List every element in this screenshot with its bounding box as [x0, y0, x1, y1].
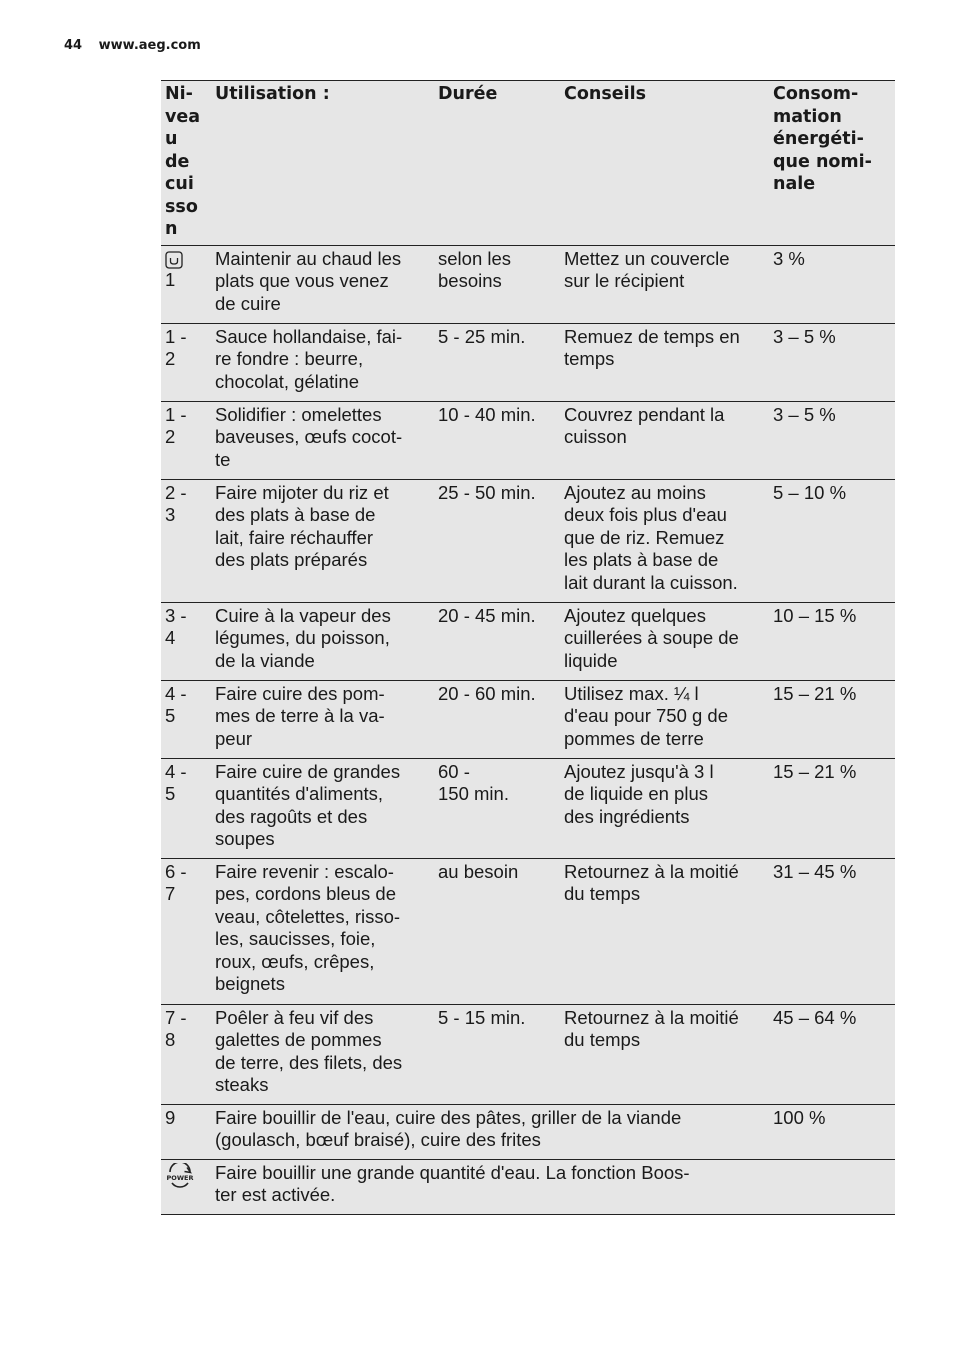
duration-cell: 10 - 40 min. [438, 403, 536, 425]
page-header [64, 38, 201, 53]
header-level: Ni- vea u de cui sso n [165, 84, 201, 239]
level-cell [161, 1159, 211, 1214]
table-header-row [161, 81, 895, 246]
header-duration: Durée [438, 84, 498, 104]
duration-cell: 25 - 50 min. [438, 481, 536, 503]
use-cell: Faire bouillir une grande quantité d'eau. La fonction Boos- ter est activée. [215, 1161, 690, 1205]
table-row [161, 1104, 895, 1159]
header-use: Utilisation : [215, 84, 330, 104]
consumption-cell: 15 – 21 % [773, 682, 857, 704]
tips-cell: Ajoutez au moins deux fois plus d'eau que de riz. Remuez les plats à base de lait durant la cuisson. [564, 481, 738, 593]
level-cell: 9 [165, 1106, 176, 1128]
consumption-cell: 10 – 15 % [773, 604, 857, 626]
table-row [161, 1004, 895, 1104]
consumption-cell: 3 – 5 % [773, 403, 836, 425]
consumption-cell: 15 – 21 % [773, 760, 857, 782]
table-row [161, 479, 895, 602]
duration-cell: 5 - 15 min. [438, 1006, 526, 1028]
duration-cell: 20 - 45 min. [438, 604, 536, 626]
use-cell: Faire bouillir de l'eau, cuire des pâtes, griller de la viande (goulasch, bœuf braisé), cuire des frites [215, 1106, 682, 1150]
tips-cell: Couvrez pendant la cuisson [564, 403, 725, 447]
level-cell: 7 - 8 [165, 1006, 187, 1050]
use-cell: Poêler à feu vif des galettes de pommes de terre, des filets, des steaks [215, 1006, 403, 1095]
level-cell: 6 - 7 [165, 860, 187, 904]
level-cell: 2 - 3 [165, 481, 187, 525]
use-cell: Cuire à la vapeur des légumes, du poisson, de la viande [215, 604, 391, 671]
use-cell: Faire cuire de grandes quantités d'aliments, des ragoûts et des soupes [215, 760, 401, 849]
level-cell: 4 - 5 [165, 682, 187, 726]
table-row [161, 758, 895, 858]
level-cell: 1 - 2 [165, 403, 187, 447]
use-cell: Faire revenir : escalo- pes, cordons bleus de veau, côtelettes, risso- les, saucisses, foie, roux, œufs, crêpes, beignets [215, 860, 401, 994]
consumption-cell: 5 – 10 % [773, 481, 847, 503]
tips-cell: Utilisez max. ¼ l d'eau pour 750 g de pommes de terre [564, 682, 729, 749]
duration-cell: 20 - 60 min. [438, 682, 536, 704]
use-cell: Maintenir au chaud les plats que vous venez de cuire [215, 247, 402, 314]
svg-text:POWER: POWER [166, 1173, 194, 1182]
level-value: 1 [165, 268, 176, 290]
tips-cell: Ajoutez jusqu'à 3 l de liquide en plus des ingrédients [564, 760, 714, 827]
use-cell: Faire cuire des pom- mes de terre à la va- peur [215, 682, 385, 749]
keep-warm-icon [165, 251, 183, 269]
level-cell [161, 245, 211, 323]
table-row [161, 1159, 895, 1214]
tips-cell: Retournez à la moitié du temps [564, 860, 739, 904]
level-cell: 3 - 4 [165, 604, 187, 648]
level-cell: 4 - 5 [165, 760, 187, 804]
table-row [161, 401, 895, 479]
consumption-cell: 3 % [773, 247, 805, 269]
table-row [161, 858, 895, 1004]
consumption-cell: 3 – 5 % [773, 325, 836, 347]
tips-cell: Remuez de temps en temps [564, 325, 740, 369]
table-row [161, 323, 895, 401]
tips-cell: Retournez à la moitié du temps [564, 1006, 739, 1050]
duration-cell: au besoin [438, 860, 519, 882]
use-cell: Faire mijoter du riz et des plats à base de lait, faire réchauffer des plats préparés [215, 481, 389, 570]
level-cell: 1 - 2 [165, 325, 187, 369]
consumption-cell: 31 – 45 % [773, 860, 857, 882]
tips-cell: Ajoutez quelques cuillerées à soupe de liquide [564, 604, 739, 671]
power-icon [165, 1163, 195, 1189]
consumption-cell: 45 – 64 % [773, 1006, 857, 1028]
page-number: 44 [64, 38, 83, 53]
duration-cell: 5 - 25 min. [438, 325, 526, 347]
table-row [161, 245, 895, 323]
header-tips: Conseils [564, 84, 647, 104]
header-consumption: Consom- mation énergéti- que nomi- nale [773, 84, 872, 194]
website-link[interactable]: www.aeg.com [98, 38, 201, 53]
cooking-levels-table [161, 80, 895, 1215]
table-row [161, 602, 895, 680]
duration-cell: 60 - 150 min. [438, 760, 509, 804]
duration-cell: selon les besoins [438, 247, 512, 291]
tips-cell: Mettez un couvercle sur le récipient [564, 247, 730, 291]
consumption-cell [769, 1159, 895, 1214]
use-cell: Solidifier : omelettes baveuses, œufs cocot- te [215, 403, 403, 470]
consumption-cell: 100 % [773, 1106, 826, 1128]
table-row [161, 680, 895, 758]
use-cell: Sauce hollandaise, fai- re fondre : beurre, chocolat, gélatine [215, 325, 403, 392]
